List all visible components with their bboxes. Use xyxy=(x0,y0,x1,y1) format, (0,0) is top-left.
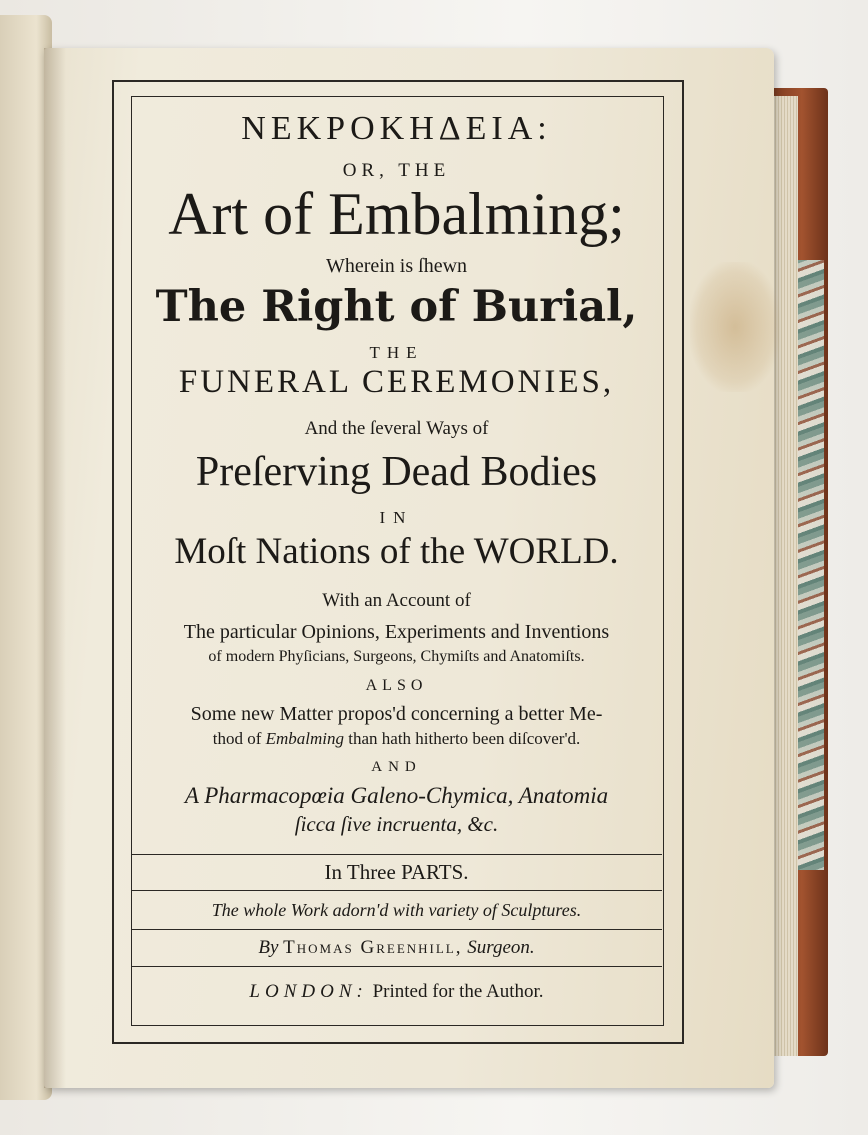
page-gutter-shadow xyxy=(44,48,66,1088)
most-nations: Moſt Nations of the WORLD. xyxy=(174,531,619,572)
embalming-emphasis: Embalming xyxy=(265,729,344,748)
rule-3 xyxy=(131,929,662,930)
author-line xyxy=(131,937,662,959)
pharmacopoeia-line-1: A Pharmacopœia Galeno-Chymica, Anatomia xyxy=(184,783,609,808)
new-matter-line-1: Some new Matter propos'd concerning a better Me- xyxy=(190,703,603,725)
imprint-printer: Printed for the Author. xyxy=(367,981,544,1002)
in-line: IN xyxy=(379,508,414,527)
physicians-line: of modern Phyſicians, Surgeons, Chymiſts and Anatomiſts. xyxy=(208,648,585,665)
funeral-ceremonies: FUNERAL CEREMONIES, xyxy=(178,364,615,400)
by-label: By xyxy=(258,937,284,958)
three-parts: In Three PARTS. xyxy=(324,860,469,884)
author-name: Thomas Greenhill, xyxy=(283,937,463,958)
foxing-stain xyxy=(690,262,780,392)
rule-1 xyxy=(131,854,662,855)
imprint-city: LONDON: xyxy=(249,981,368,1002)
new-matter-line-2 xyxy=(131,729,662,749)
also-line: ALSO xyxy=(365,677,428,694)
sculptures-line: The whole Work adorn'd with variety of Sculptures. xyxy=(211,900,582,920)
right-of-burial: The Right of Burial, xyxy=(155,282,638,332)
or-the: OR, THE xyxy=(342,160,451,181)
imprint-line xyxy=(131,981,662,1003)
opinions-line: The particular Opinions, Experiments and Inventions xyxy=(183,621,610,643)
new-matter-text-b: than hath hitherto been diſcover'd. xyxy=(344,729,581,748)
author-title: Surgeon. xyxy=(462,937,535,958)
wherein-line: Wherein is ſhewn xyxy=(325,255,468,277)
greek-title: NEKPOKHΔEIA: xyxy=(241,110,552,147)
and-line: AND xyxy=(371,759,422,775)
rule-2 xyxy=(131,890,662,891)
main-title: Art of Embalming; xyxy=(168,181,625,247)
the-line: THE xyxy=(369,343,424,362)
with-account: With an Account of xyxy=(322,590,471,611)
pharmacopoeia-line-2: ſicca ſive incruenta, &c. xyxy=(294,812,499,836)
several-ways: And the ſeveral Ways of xyxy=(304,418,489,439)
preserving-dead-bodies: Preſerving Dead Bodies xyxy=(195,449,598,495)
rule-4 xyxy=(131,966,662,967)
new-matter-text-a: thod of xyxy=(212,729,266,748)
